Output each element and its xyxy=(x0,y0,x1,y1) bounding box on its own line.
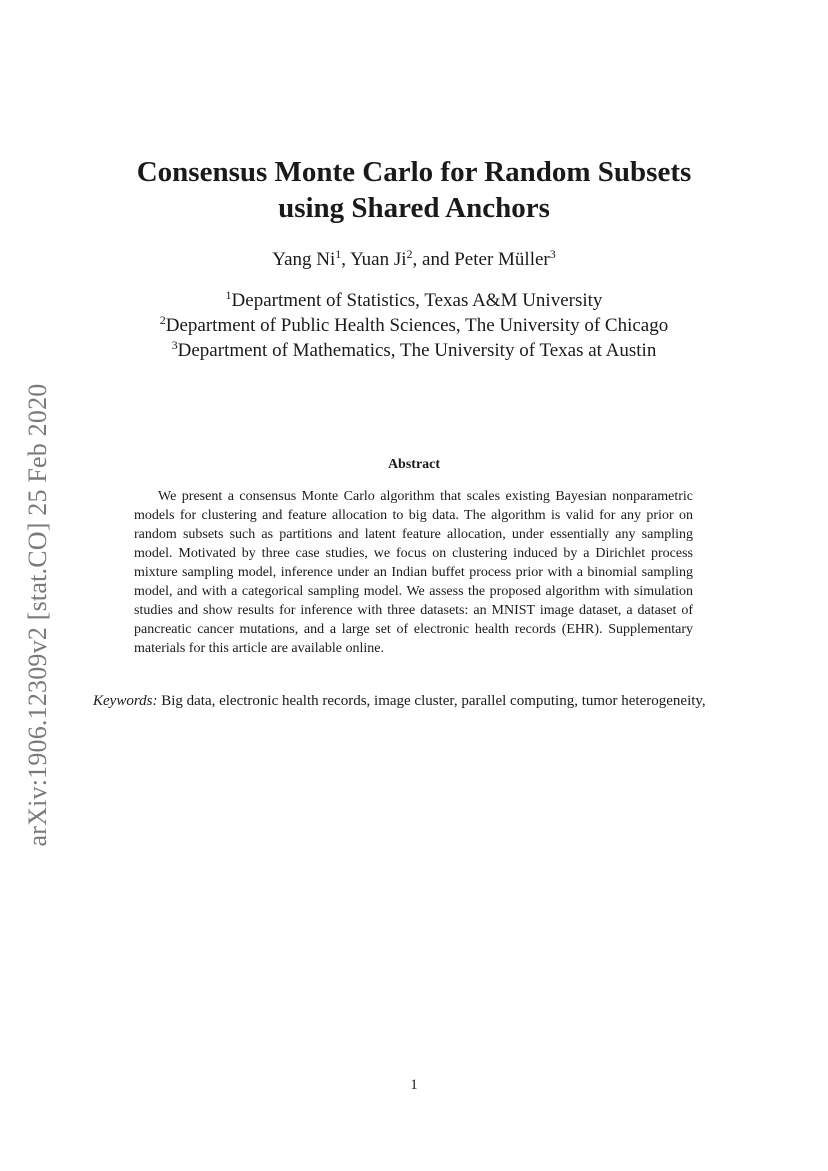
author-list xyxy=(0,248,828,272)
author-affiliation-marker: 1 xyxy=(335,247,342,261)
abstract-text: We present a consensus Monte Carlo algorithm that scales existing Bayesian nonparametric models for clustering and feature allocation to big data. The algorithm is valid for any prior on random subsets such as partitions and latent feature allocation, under essentially any sampling model. Motivated by three case studies, we focus on clustering induced by a Dirichlet process mixture sampling model, inference under an Indian buffet process prior with a binomial sampling model, and with a categorical sampling model. We assess the proposed algorithm with simulation studies and show results for inference with three datasets: an MNIST image dataset, a dataset of pancreatic cancer mutations, and a large set of electronic health records (EHR). Supplementary materials for this article are available online. xyxy=(134,489,693,656)
affiliation-list xyxy=(0,288,828,363)
title-line-1: Consensus Monte Carlo for Random Subsets xyxy=(136,156,692,188)
author-name: Yang Ni xyxy=(272,249,336,270)
affiliation-text: Department of Mathematics, The University of Texas at Austin xyxy=(177,340,657,361)
affiliation-text: Department of Public Health Sciences, The University of Chicago xyxy=(165,315,669,336)
affiliation-line xyxy=(0,338,828,363)
author-separator: , xyxy=(341,249,351,270)
author-name: Peter Müller xyxy=(454,249,550,270)
affiliation-marker: 1 xyxy=(225,288,232,302)
affiliation-text: Department of Statistics, Texas A&M University xyxy=(231,290,603,311)
affiliation-line xyxy=(0,313,828,338)
affiliation-marker: 3 xyxy=(171,338,178,352)
author-separator: , and xyxy=(412,249,455,270)
paper-title xyxy=(0,154,828,226)
arxiv-identifier-stamp: arXiv:1906.12309v2 [stat.CO] 25 Feb 2020 xyxy=(23,383,52,847)
page-number: 1 xyxy=(410,1077,418,1093)
affiliation-marker: 2 xyxy=(159,313,166,327)
keywords-text: Big data, electronic health records, image cluster, parallel computing, tumor heterogeneity, xyxy=(161,693,706,709)
author-affiliation-marker: 3 xyxy=(549,247,556,261)
title-line-2: using Shared Anchors xyxy=(278,192,550,224)
keywords xyxy=(93,692,735,711)
affiliation-line xyxy=(0,288,828,313)
author-affiliation-marker: 2 xyxy=(406,247,413,261)
abstract-heading: Abstract xyxy=(387,457,441,472)
keywords-label: Keywords: xyxy=(93,693,158,709)
author-name: Yuan Ji xyxy=(350,249,407,270)
